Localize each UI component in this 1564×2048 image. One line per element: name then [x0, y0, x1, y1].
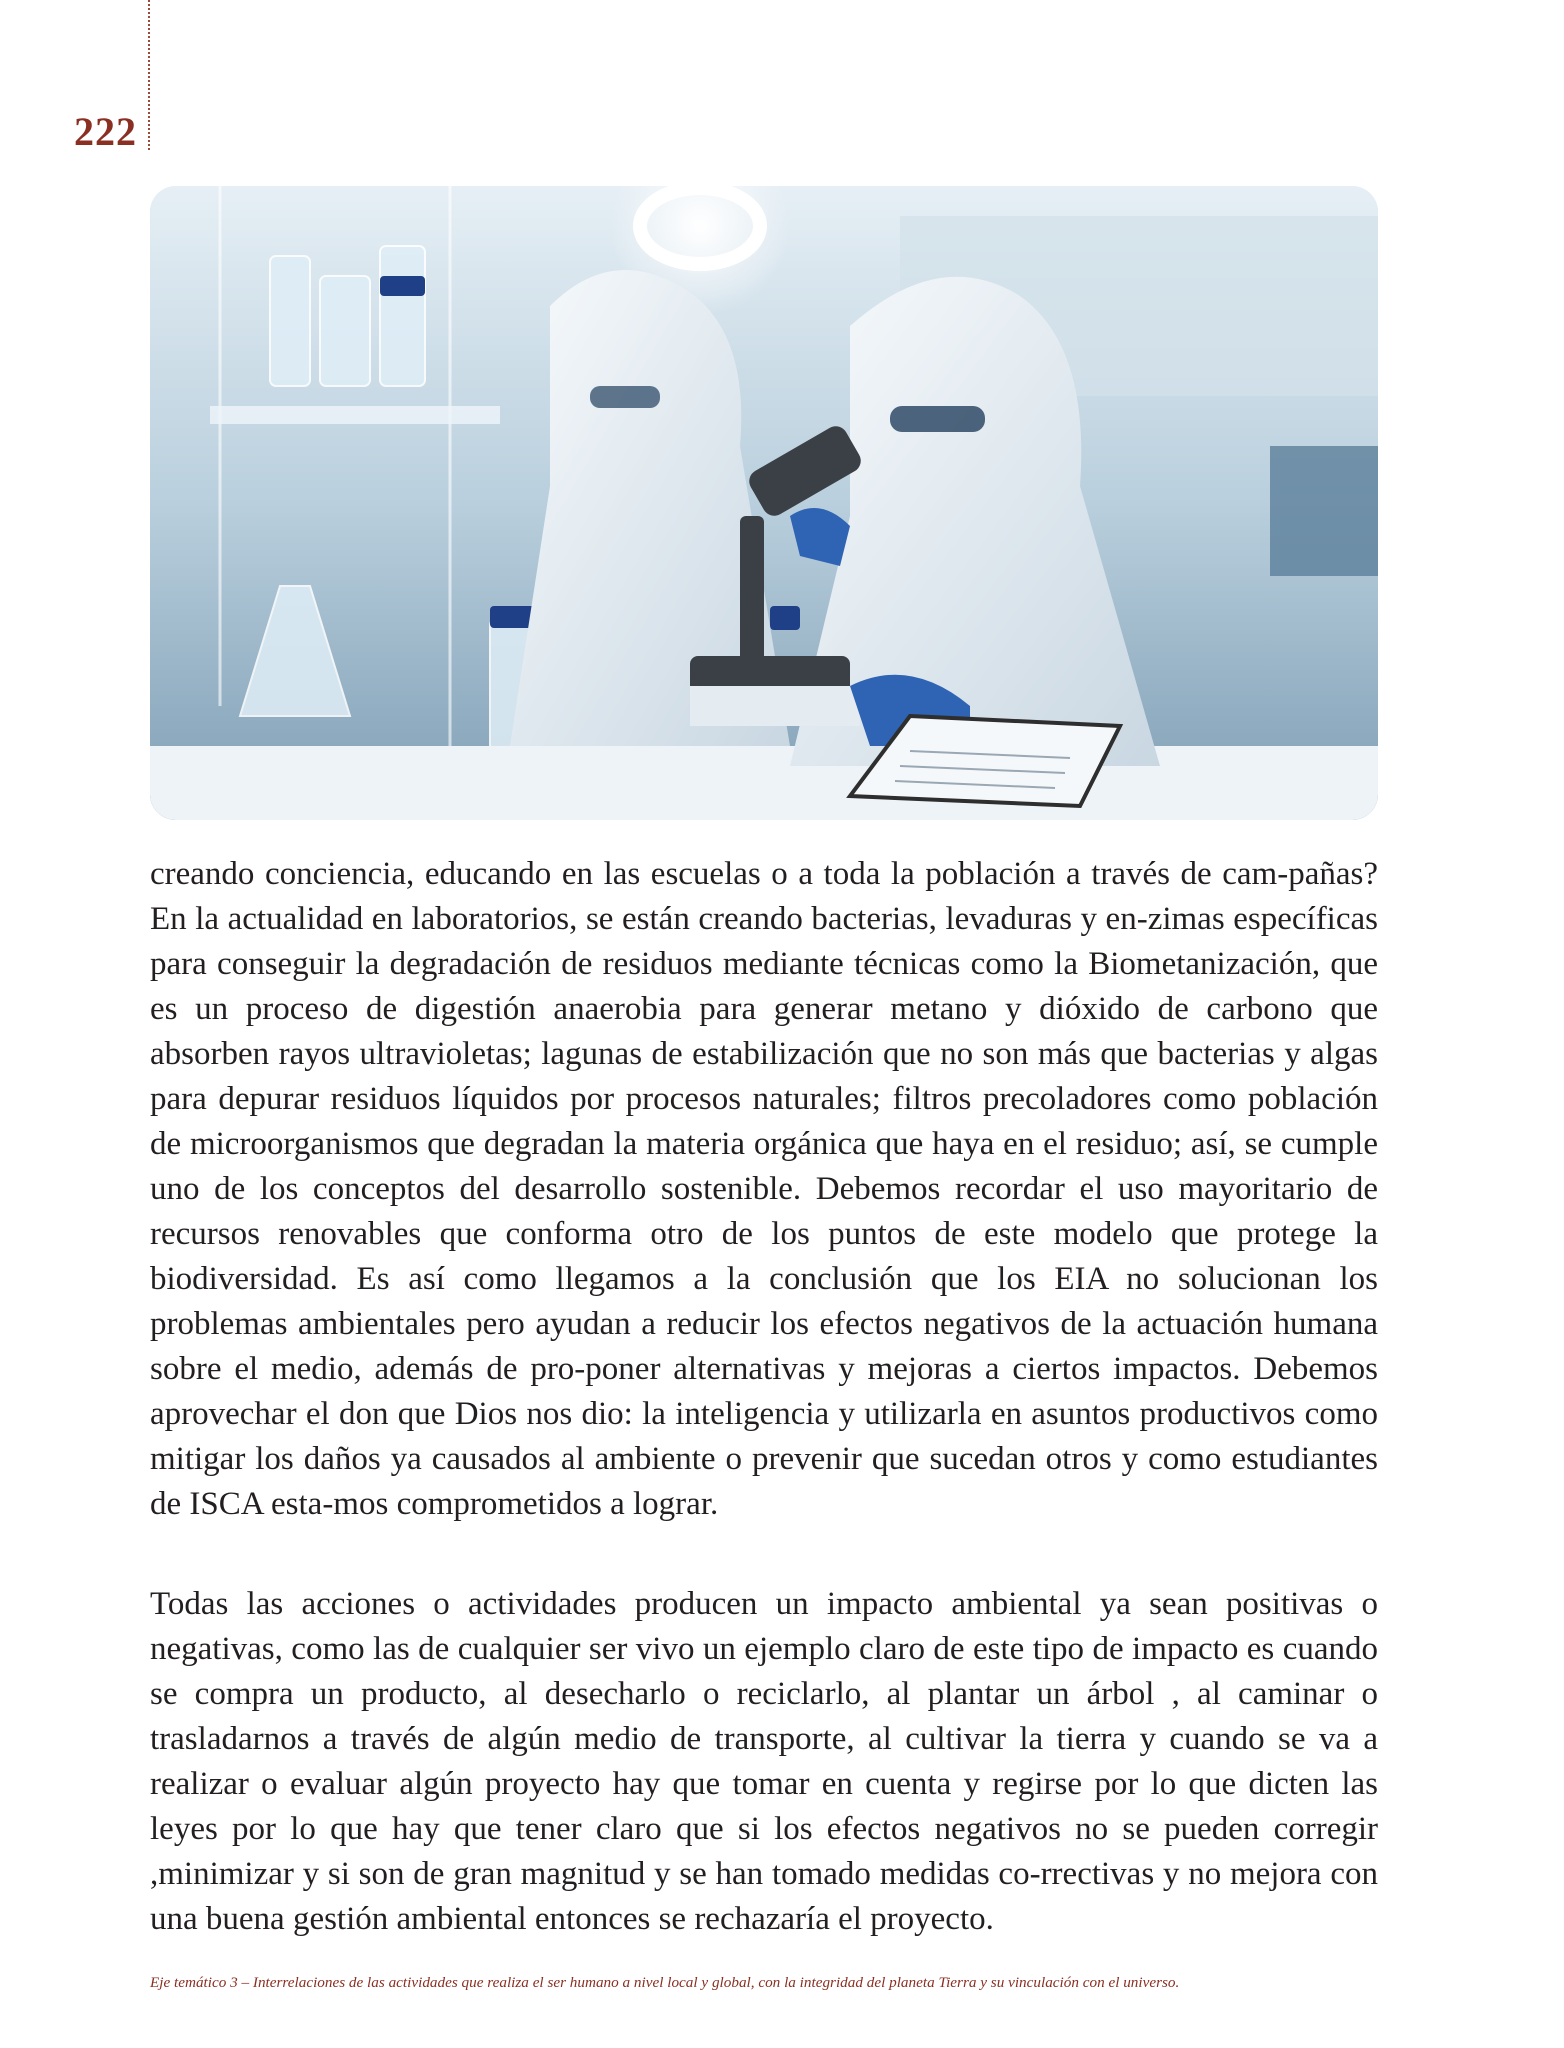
footer-running-title: Eje temático 3 – Interrelaciones de las actividades que realiza el ser humano a nivel local y global, con la integridad del planeta Tierra y su vinculación con el universo.: [150, 1974, 1180, 1991]
lab-scene-illustration: [150, 186, 1378, 820]
page-number: 222: [74, 109, 137, 154]
margin-dotted-rule: [148, 0, 150, 150]
laboratory-photo: [150, 186, 1378, 820]
body-paragraph-1: creando conciencia, educando en las escuelas o a toda la población a través de cam-pañas? En la actualidad en laboratorios, se están creando bacterias, levaduras y en-zimas específicas para conseguir la degradación de residuos mediante técnicas como la Biometanización, que es un proceso de digestión anaerobia para generar metano y dióxido de carbono que absorben rayos ultravioletas; lagunas de estabilización que no son más que bacterias y algas para depurar residuos líquidos por procesos naturales; filtros precoladores como población de microorganismos que degradan la materia orgánica que haya en el residuo; así, se cumple uno de los conceptos del desarrollo sostenible. Debemos recordar el uso mayoritario de recursos renovables que conforma otro de los puntos de este modelo que protege la biodiversidad. Es así como llegamos a la conclusión que los EIA no solucionan los problemas ambientales pero ayudan a reducir los efectos negativos de la actuación humana sobre el medio, además de pro-poner alternativas y mejoras a ciertos impactos. Debemos aprovechar el don que Dios nos dio: la inteligencia y utilizarla en asuntos productivos como mitigar los daños ya causados al ambiente o prevenir que sucedan otros y como estudiantes de ISCA esta-mos comprometidos a lograr.: [150, 856, 1378, 1522]
body-paragraph-2: Todas las acciones o actividades producen un impacto ambiental ya sean positivas o negativas, como las de cualquier ser vivo un ejemplo claro de este tipo de impacto es cuando se compra un producto, al desecharlo o reciclarlo, al plantar un árbol , al caminar o trasladarnos a través de algún medio de transporte, al cultivar la tierra y cuando se va a realizar o evaluar algún proyecto hay que tomar en cuenta y regirse por lo que dicten las leyes por lo que hay que tener claro que si los efectos negativos no se pueden corregir ,minimizar y si son de gran magnitud y se han tomado medidas co-rrectivas y no mejora con una buena gestión ambiental entonces se rechazaría el proyecto.: [150, 1586, 1378, 1937]
